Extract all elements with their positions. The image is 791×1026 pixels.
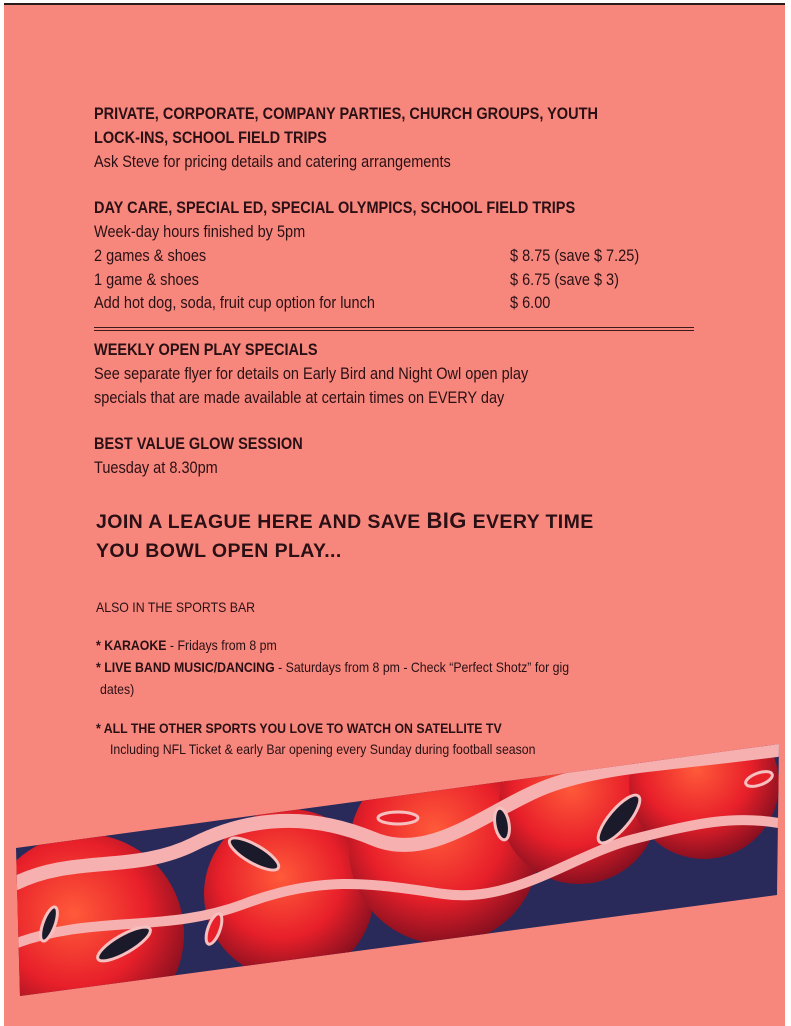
satellite-tv-line: * ALL THE OTHER SPORTS YOU LOVE TO WATCH ON SATELLITE TV — [96, 720, 502, 736]
section3-line1: See separate flyer for details on Early Bird and Night Owl open play — [94, 365, 529, 383]
price-item-value: $ 6.75 (save $ 3) — [510, 271, 619, 289]
section3-line2: specials that are made available at certain times on EVERY day — [94, 389, 505, 407]
price-item-label: 2 games & shoes — [94, 247, 207, 265]
section4-heading: BEST VALUE GLOW SESSION — [94, 435, 303, 453]
price-item-label: 1 game & shoes — [94, 271, 199, 289]
price-item-label: Add hot dog, soda, fruit cup option for lunch — [94, 294, 375, 312]
satellite-tv-detail: Including NFL Ticket & early Bar opening every Sunday during football season — [110, 741, 536, 757]
league-headline-line1: JOIN A LEAGUE HERE AND SAVE BIG EVERY TIME — [96, 508, 594, 533]
karaoke-line: * KARAOKE - Fridays from 8 pm — [96, 637, 277, 653]
divider-top — [94, 327, 694, 328]
section2-note: Week-day hours finished by 5pm — [94, 223, 306, 241]
bowling-art-banner — [14, 744, 784, 1002]
section1-heading-line2: LOCK-INS, SCHOOL FIELD TRIPS — [94, 129, 327, 147]
divider-bottom — [94, 330, 694, 331]
league-headline-line2: YOU BOWL OPEN PLAY... — [96, 540, 342, 562]
section4-note: Tuesday at 8.30pm — [94, 459, 218, 477]
section3-heading: WEEKLY OPEN PLAY SPECIALS — [94, 341, 318, 359]
section2-heading: DAY CARE, SPECIAL ED, SPECIAL OLYMPICS, SCHOOL FIELD TRIPS — [94, 199, 576, 217]
bowling-pin-icon — [378, 812, 418, 824]
price-item-value: $ 6.00 — [510, 294, 551, 312]
live-band-line: * LIVE BAND MUSIC/DANCING - Saturdays from 8 pm - Check “Perfect Shotz” for gig — [96, 659, 570, 675]
section1-note: Ask Steve for pricing details and catering arrangements — [94, 153, 451, 171]
sportsbar-heading: ALSO IN THE SPORTS BAR — [96, 599, 256, 615]
section1-heading-line1: PRIVATE, CORPORATE, COMPANY PARTIES, CHURCH GROUPS, YOUTH — [94, 105, 598, 123]
live-band-line-cont: dates) — [100, 681, 135, 697]
price-item-value: $ 8.75 (save $ 7.25) — [510, 247, 640, 265]
